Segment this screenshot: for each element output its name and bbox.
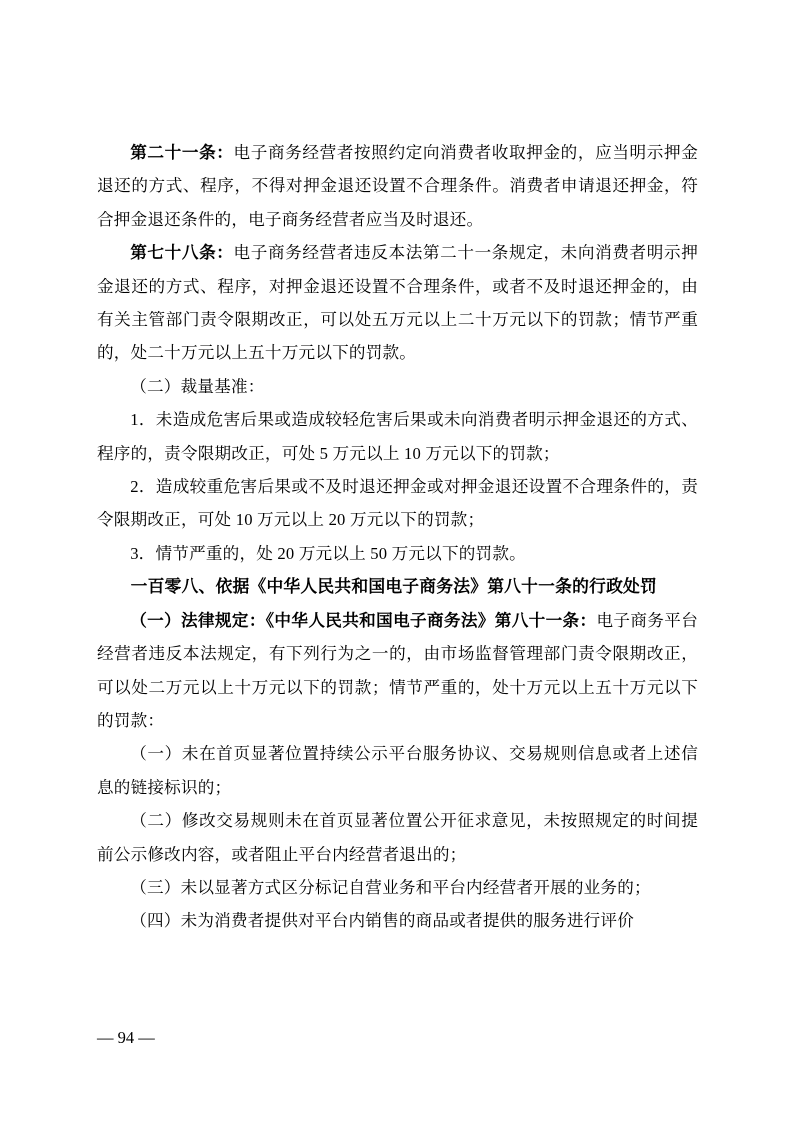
section-heading-text: 一百零八、依据《中华人民共和国电子商务法》第八十一条的行政处罚 (130, 577, 658, 597)
clause-label: 第二十一条： (130, 143, 234, 162)
clause-text: 1．未造成危害后果或造成较轻危害后果或未向消费者明示押金退还的方式、程序的，责令限期改正，可处 5 万元以上 10 万元以下的罚款； (97, 410, 698, 463)
paragraph-article-78 (97, 236, 698, 370)
paragraph-violation-item-3 (97, 871, 698, 904)
paragraph-discretion-item-3 (97, 537, 698, 570)
clause-text: 电子商务经营者违反本法第二十一条规定，未向消费者明示押金退还的方式、程序，对押金退还设置不合理条件，或者不及时退还押金的，由有关主管部门责令限期改正，可以处五万元以上二十万元以下的罚款；情节严重的，处二十万元以上五十万元以下的罚款。 (97, 243, 699, 363)
clause-text: 3．情节严重的，处 20 万元以上 50 万元以下的罚款。 (130, 543, 526, 563)
clause-label: 第七十八条： (130, 243, 234, 263)
clause-text: 电子商务经营者按照约定向消费者收取押金的，应当明示押金退还的方式、程序，不得对押金退还设置不合理条件。消费者申请退还押金，符合押金退还条件的，电子商务经营者应当及时退还。 (97, 143, 699, 229)
paragraph-discretion-basis (97, 370, 698, 403)
paragraph-violation-item-4 (97, 904, 698, 937)
paragraph-article-21 (97, 136, 698, 236)
paragraph-violation-item-2 (97, 804, 698, 871)
clause-text: （三）未以显著方式区分标记自营业务和平台内经营者开展的业务的； (130, 877, 651, 897)
clause-text: （一）未在首页显著位置持续公示平台服务协议、交易规则信息或者上述信息的链接标识的； (97, 744, 698, 797)
document-body (97, 136, 698, 938)
paragraph-discretion-item-1 (97, 403, 698, 470)
page-number: — 94 — (97, 1028, 155, 1047)
paragraph-discretion-item-2 (97, 470, 698, 537)
clause-text: （二）裁量基准： (130, 376, 265, 396)
paragraph-legal-provision (97, 604, 698, 738)
clause-text: （二）修改交易规则未在首页显著位置公开征求意见，未按照规定的时间提前公示修改内容，或者阻止平台内经营者退出的； (97, 811, 698, 864)
clause-text: （四）未为消费者提供对平台内销售的商品或者提供的服务进行评价 (130, 911, 634, 931)
clause-text: 2．造成较重危害后果或不及时退还押金或对押金退还设置不合理条件的，责令限期改正，可处 10 万元以上 20 万元以下的罚款； (97, 477, 698, 530)
paragraph-violation-item-1 (97, 737, 698, 804)
clause-label: （一）法律规定：《中华人民共和国电子商务法》第八十一条： (130, 610, 597, 630)
clause-text: 电子商务平台经营者违反本法规定，有下列行为之一的，由市场监督管理部门责令限期改正，可以处二万元以上十万元以下的罚款；情节严重的，处十万元以上五十万元以下的罚款： (97, 610, 698, 730)
section-heading (97, 570, 698, 603)
